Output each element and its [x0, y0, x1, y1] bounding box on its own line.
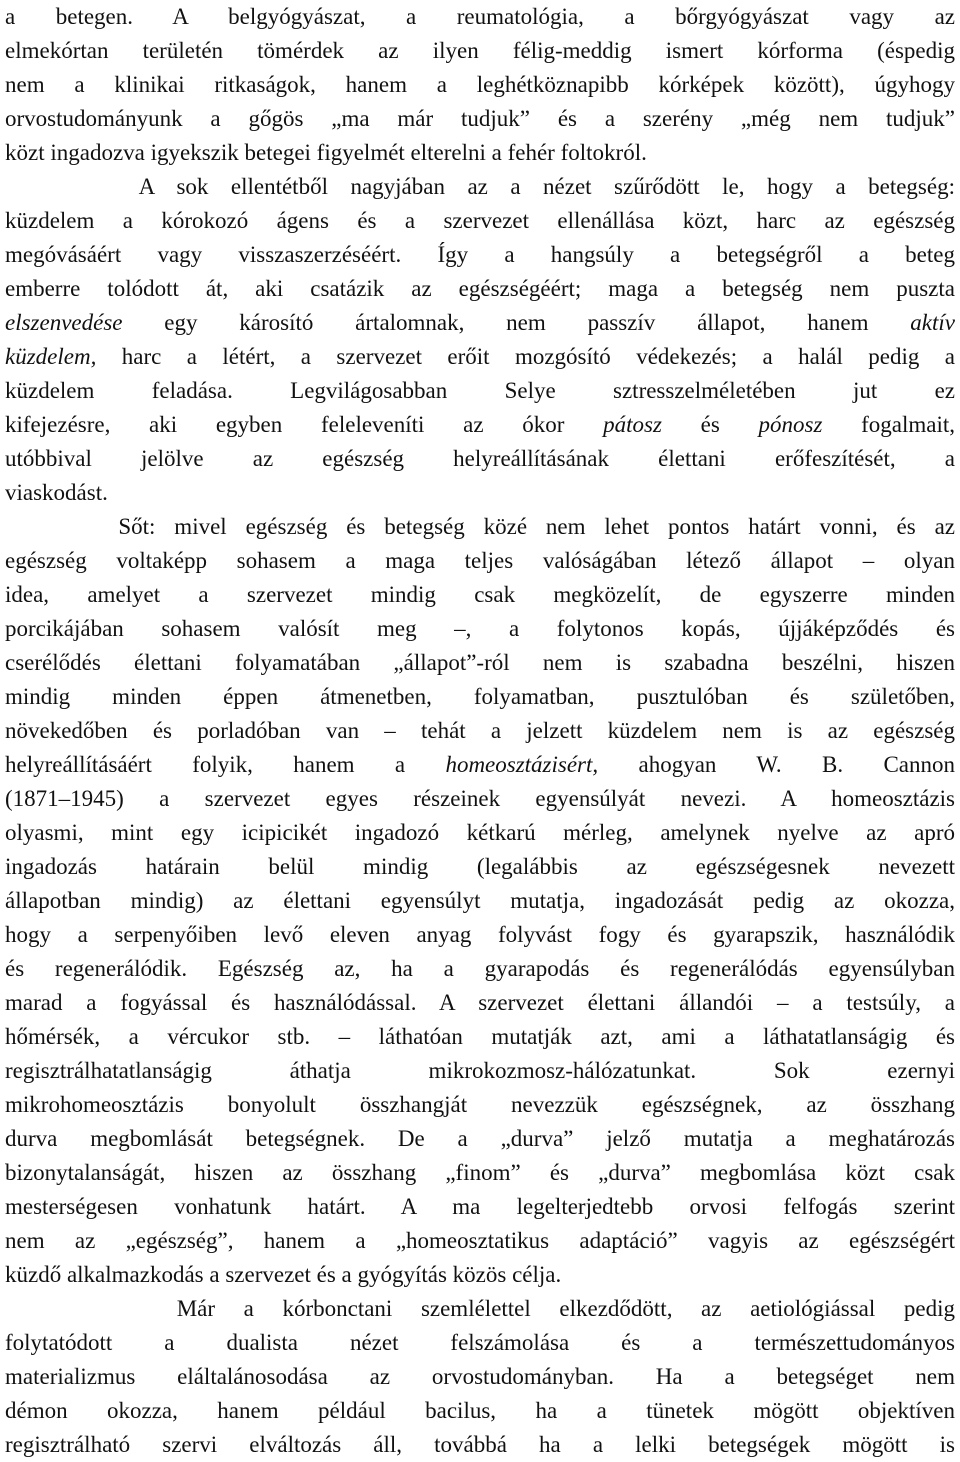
line-text: elmekórtan területén tömérdek az ilyen félig-meddig ismert kórforma (éspedig — [5, 38, 955, 63]
text-line — [5, 306, 955, 340]
text-line — [5, 68, 955, 102]
line-text: mindig minden éppen átmenetben, folyamatban, pusztulóban és születőben, — [5, 684, 955, 709]
line-text: egy károsító ártalomnak, nem passzív állapot, hanem — [122, 310, 911, 335]
line-text: küzdő alkalmazkodás a szervezet és a gyógyítás közös célja. — [5, 1262, 562, 1287]
text-line — [5, 1428, 955, 1462]
text-line — [5, 1326, 955, 1360]
text-line — [5, 408, 955, 442]
text-line — [5, 1156, 955, 1190]
text-line — [5, 816, 955, 850]
line-text: démon okozza, hanem például bacilus, ha a tünetek mögött objektíven — [5, 1398, 955, 1423]
line-text: helyreállításáért folyik, hanem a — [5, 752, 446, 777]
text-line — [5, 0, 955, 34]
line-text: nem az „egészség”, hanem a „homeosztatikus adaptáció” vagyis az egészségért — [5, 1228, 955, 1253]
line-text: bizonytalanságát, hiszen az összhang „finom” és „durva” megbomlása közt csak — [5, 1160, 955, 1185]
text-line — [5, 1054, 955, 1088]
text-line — [5, 1292, 955, 1326]
line-text: emberre tolódott át, aki csatázik az egészségéért; maga a betegség nem puszta — [5, 276, 955, 301]
text-line — [5, 952, 955, 986]
text-line — [5, 170, 955, 204]
line-text: ahogyan W. B. Cannon — [598, 752, 955, 777]
line-text: olyasmi, mint egy icipicikét ingadozó kétkarú mérleg, amelynek nyelve az apró — [5, 820, 955, 845]
text-line — [5, 714, 955, 748]
line-text: kifejezésre, aki egyben feleleveníti az ókor — [5, 412, 604, 437]
line-text: porcikájában sohasem valósít meg –, a folytonos kopás, újjáképződés és — [5, 616, 955, 641]
text-line — [5, 136, 955, 170]
text-line — [5, 850, 955, 884]
line-text: állapotban mindig) az élettani egyensúlyt mutatja, ingadozását pedig az okozza, — [5, 888, 955, 913]
line-text: idea, amelyet a szervezet mindig csak megközelít, de egyszerre minden — [5, 582, 955, 607]
line-text: Sőt: mivel egészség és betegség közé nem lehet pontos határt vonni, és az — [5, 514, 955, 539]
text-line — [5, 1190, 955, 1224]
text-line — [5, 918, 955, 952]
line-text: regisztrálhatatlanságig áthatja mikrokozmosz-hálózatunkat. Sok ezernyi — [5, 1058, 955, 1083]
line-text: küzdelem a kórokozó ágens és a szervezet ellenállása közt, harc az egészség — [5, 208, 955, 233]
text-line — [5, 1258, 955, 1292]
line-text: cserélődés élettani folyamatában „állapot”-ról nem is szabadna beszélni, hiszen — [5, 650, 955, 675]
line-text: közt ingadozva igyekszik betegei figyelmét elterelni a fehér foltokról. — [5, 140, 647, 165]
line-text: a betegen. A belgyógyászat, a reumatológia, a bőrgyógyászat vagy az — [5, 4, 955, 29]
italic-term: aktív — [910, 310, 955, 335]
line-text: megóvásáért vagy visszaszerzéséért. Így a hangsúly a betegségről a beteg — [5, 242, 955, 267]
text-line — [5, 1394, 955, 1428]
text-line — [5, 748, 955, 782]
line-text: egészség voltaképp sohasem a maga teljes valóságában létező állapot – olyan — [5, 548, 955, 573]
line-text: materializmus eláltalánosodása az orvostudományban. Ha a betegséget nem — [5, 1364, 955, 1389]
line-text: Már a kórbonctani szemlélettel elkezdődött, az aetiológiással pedig — [5, 1296, 955, 1321]
line-text: viaskodást. — [5, 480, 108, 505]
text-line — [5, 782, 955, 816]
italic-term: homeosztázisért, — [445, 752, 599, 777]
text-line — [5, 102, 955, 136]
line-text: regisztrálható szervi elváltozás áll, továbbá ha a lelki betegségek mögött is — [5, 1432, 955, 1457]
line-text: durva megbomlását betegségnek. De a „durva” jelző mutatja a meghatározás — [5, 1126, 955, 1151]
text-line — [5, 442, 955, 476]
text-line — [5, 884, 955, 918]
text-line — [5, 612, 955, 646]
text-line — [5, 1224, 955, 1258]
line-text: ingadozás határain belül mindig (legalábbis az egészségesnek nevezett — [5, 854, 955, 879]
text-line — [5, 578, 955, 612]
text-line — [5, 34, 955, 68]
line-text: marad a fogyással és használódással. A szervezet élettani állandói – a testsúly, a — [5, 990, 955, 1015]
line-text: mesterségesen vonhatunk határt. A ma legelterjedtebb orvosi felfogás szerint — [5, 1194, 955, 1219]
text-line — [5, 340, 955, 374]
line-text: utóbbival jelölve az egészség helyreállításának élettani erőfeszítését, a — [5, 446, 955, 471]
text-line — [5, 646, 955, 680]
line-text: és regenerálódik. Egészség az, ha a gyarapodás és regenerálódás egyensúlyban — [5, 956, 955, 981]
italic-term: küzdelem, — [5, 344, 97, 369]
text-line — [5, 680, 955, 714]
line-text: nem a klinikai ritkaságok, hanem a leghétköznapibb kórképek között), úgyhogy — [5, 72, 955, 97]
line-text: fogalmait, — [822, 412, 955, 437]
line-text: mikrohomeosztázis bonyolult összhangját nevezzük egészségnek, az összhang — [5, 1092, 955, 1117]
line-text: és — [661, 412, 759, 437]
text-line — [5, 510, 955, 544]
line-text: (1871–1945) a szervezet egyes részeinek egyensúlyát nevezi. A homeosztázis — [5, 786, 955, 811]
text-line — [5, 476, 955, 510]
line-text: harc a létért, a szervezet erőit mozgósító védekezés; a halál pedig a — [96, 344, 955, 369]
text-line — [5, 1122, 955, 1156]
line-text: hogy a serpenyőiben levő eleven anyag folyvást fogy és gyarapszik, használódik — [5, 922, 955, 947]
text-line — [5, 1088, 955, 1122]
line-text: küzdelem feladása. Legvilágosabban Selye sztresszelméletében jut ez — [5, 378, 955, 403]
italic-term: pátosz — [603, 412, 662, 437]
line-text: növekedőben és porladóban van – tehát a jelzett küzdelem nem is az egészség — [5, 718, 955, 743]
text-line — [5, 986, 955, 1020]
text-line — [5, 204, 955, 238]
text-line — [5, 374, 955, 408]
italic-term: pónosz — [758, 412, 823, 437]
text-line — [5, 544, 955, 578]
line-text: hőmérsék, a vércukor stb. – láthatóan mutatják azt, ami a láthatatlanságig és — [5, 1024, 955, 1049]
line-text: folytatódott a dualista nézet felszámolása és a természettudományos — [5, 1330, 955, 1355]
text-line — [5, 1020, 955, 1054]
line-text: A sok ellentétből nagyjában az a nézet szűrődött le, hogy a betegség: — [5, 174, 955, 199]
line-text: orvostudományunk a gőgös „ma már tudjuk” és a szerény „még nem tudjuk” — [5, 106, 955, 131]
italic-term: elszenvedése — [5, 310, 123, 335]
text-line — [5, 272, 955, 306]
text-line — [5, 1360, 955, 1394]
text-line — [5, 238, 955, 272]
